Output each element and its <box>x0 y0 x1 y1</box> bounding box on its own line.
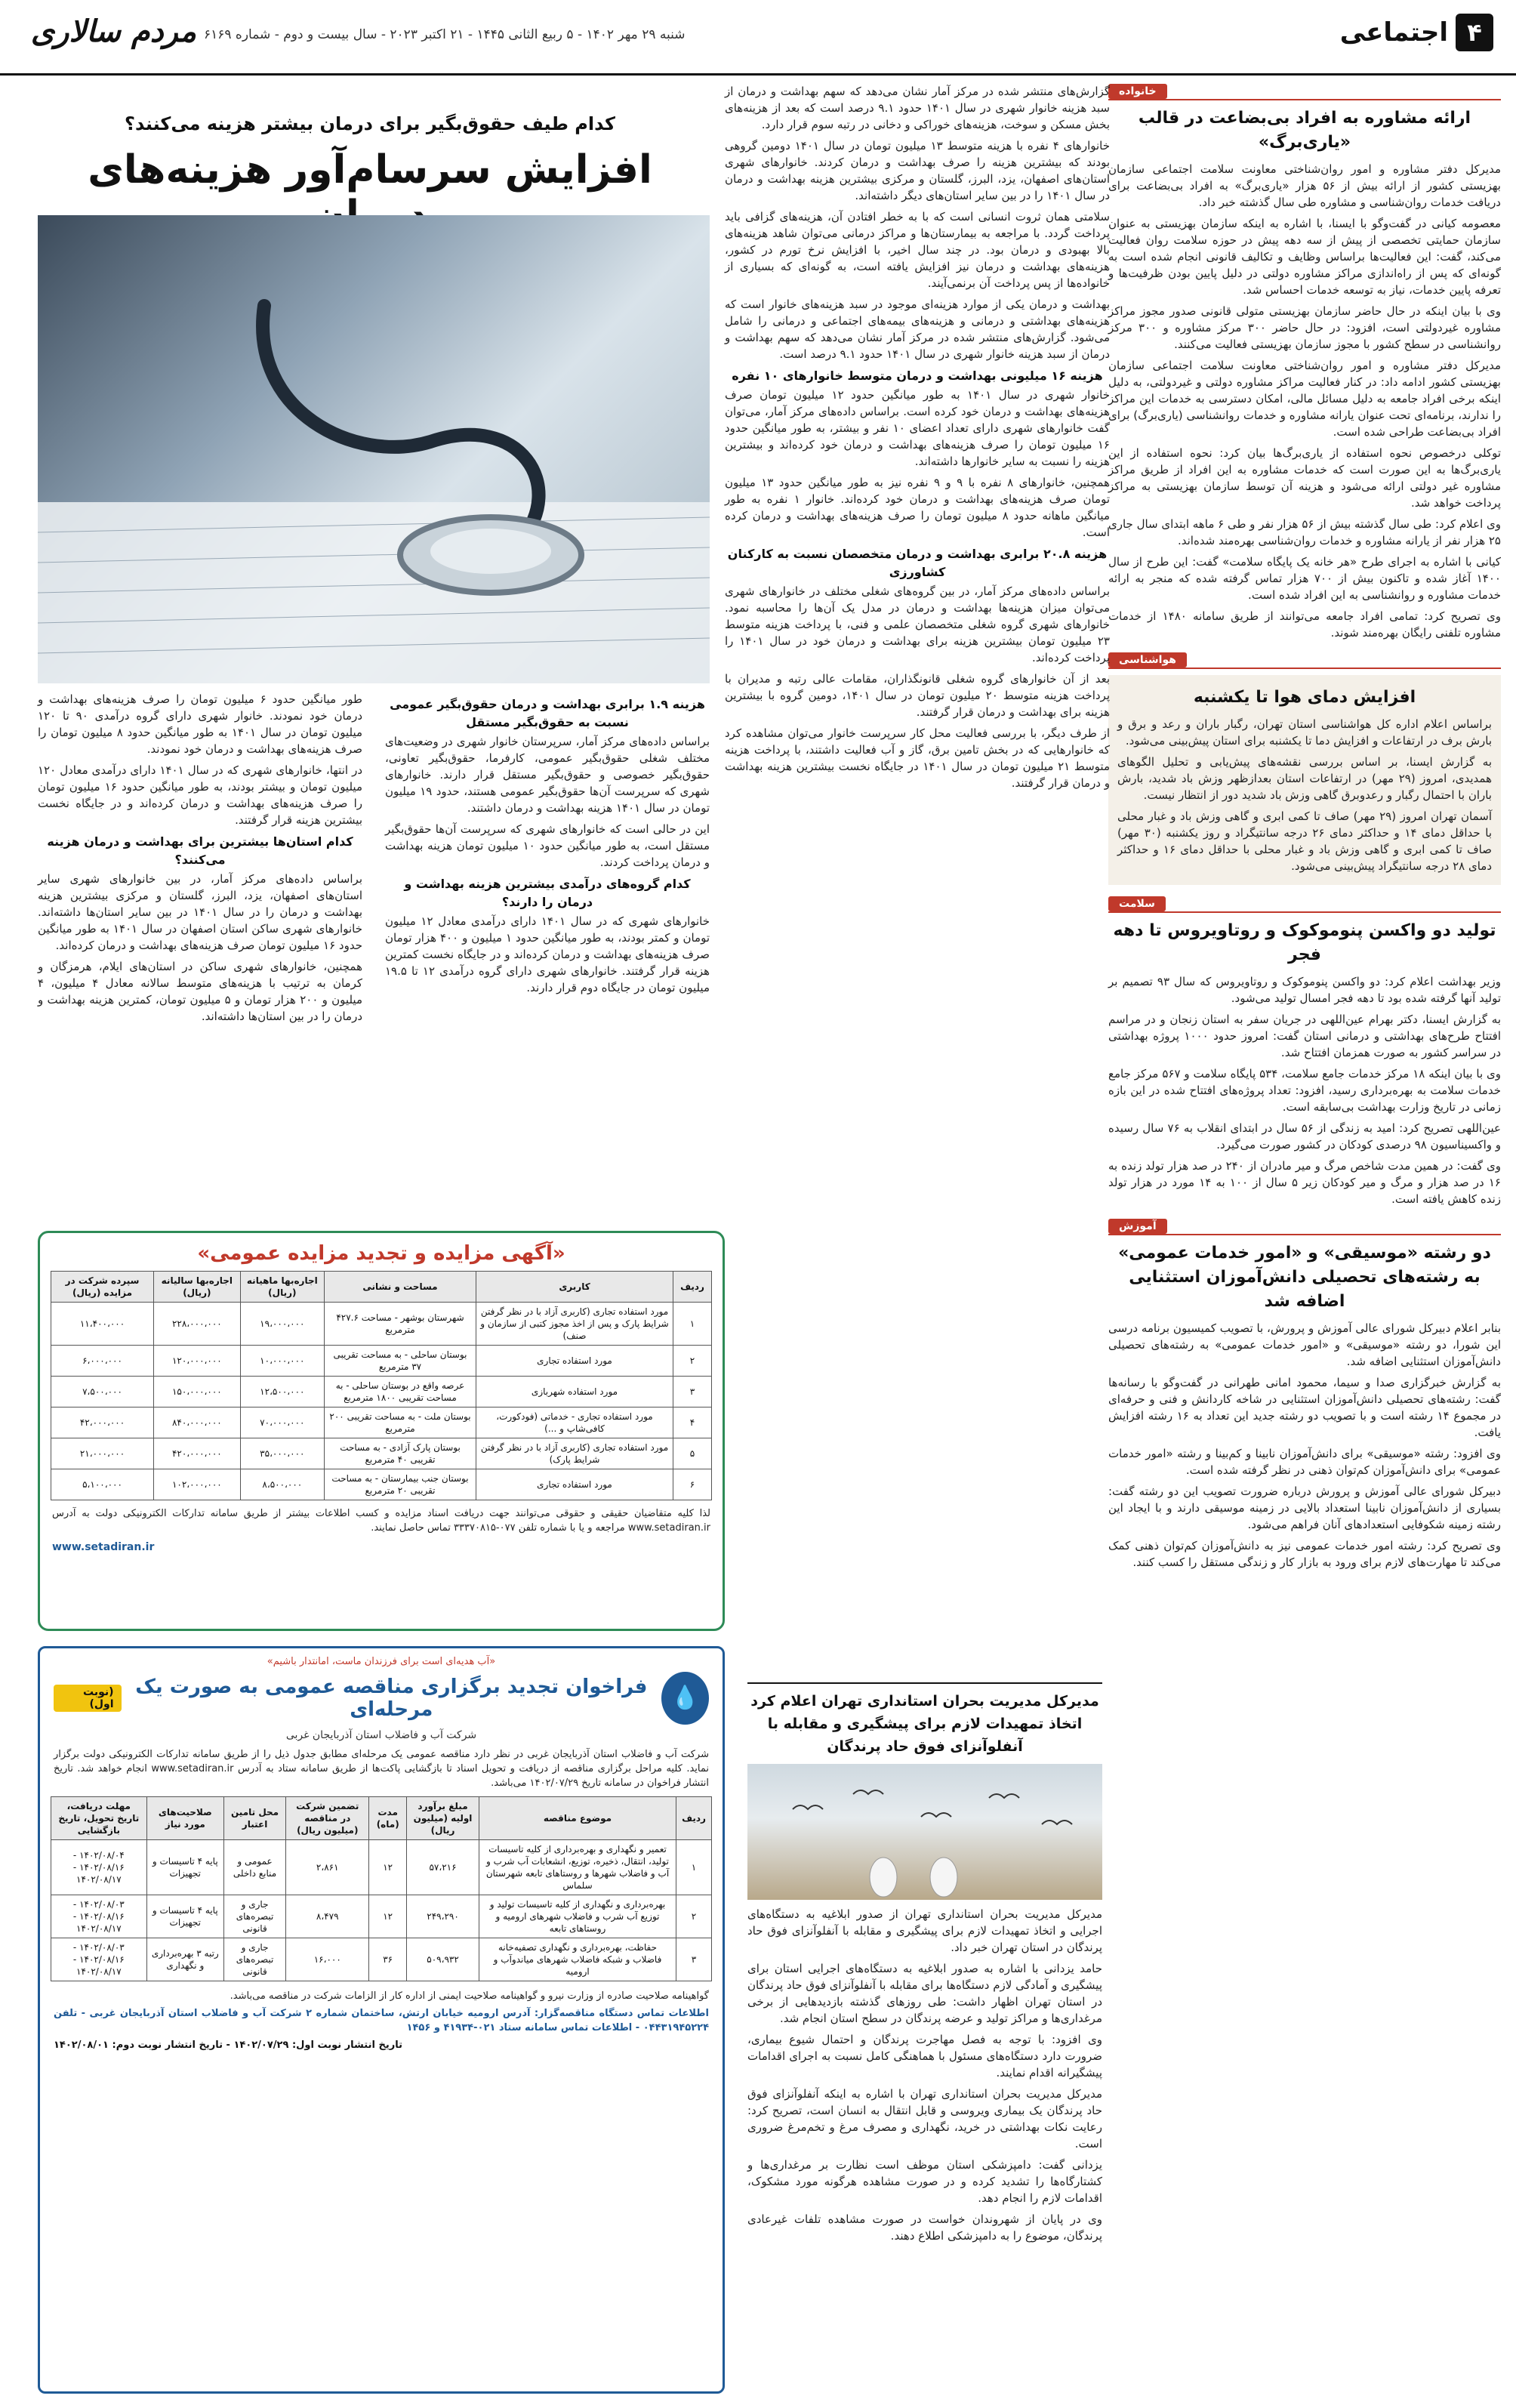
tender-org: شرکت آب و فاضلاب استان آذربایجان غربی <box>285 1729 477 1741</box>
table-cell: ۵ <box>673 1438 712 1469</box>
section-header <box>1327 14 1493 62</box>
paragraph: مدیرکل مدیریت بحران استانداری تهران از صدور ابلاغیه به دستگاه‌های اجرایی و اتخاذ تمهیدات لازم برای پیشگیری و مقابله با آنفلوآنزای فوق حاد پرندگان در استان تهران خبر داد. <box>747 1907 1102 1954</box>
table-cell: ۶ <box>673 1469 712 1500</box>
category-tag: هواشناسی <box>1108 652 1187 668</box>
category-tag: آموزش <box>1108 1219 1167 1234</box>
paragraph: آسمان تهران امروز (۲۹ مهر) صاف تا کمی ابری و گاهی وزش باد و غبار محلی با حداقل دمای ۱۴ و حداکثر دمای ۲۶ درجه سانتیگراد و روز یکشنبه (۳۰ مهر) صاف تا کمی ابری و گاهی وزش باد و غبار محلی با حداقل دمای ۱۶ و حداکثر دمای ۲۸ درجه سانتیگراد پیش‌بینی می‌شود. <box>1117 809 1492 873</box>
auction-table <box>51 1271 712 1500</box>
auction-row <box>51 1469 712 1500</box>
table-cell: ۳۵،۰۰۰،۰۰۰ <box>240 1438 324 1469</box>
table-cell: ۱۲ <box>369 1895 407 1938</box>
table-cell: ۳ <box>673 1377 712 1407</box>
tender-row <box>51 1895 712 1938</box>
category-tag: سلامت <box>1108 896 1166 911</box>
paragraph: سلامتی همان ثروت انسانی است که با به خطر افتادن آن، هزینه‌های گزافی باید پرداخت گردد. با مراجعه به بیمارستان‌ها و مراکز درمانی می‌توان شاهد هزینه‌های بالا بهبودی و درمان بود. در چند سال اخیر، با افزایش نرخ تورم در کشور، هزینه‌های بهداشت و درمان نیز افزایش یافته است، به گونه‌ای که بسیاری از خانواده‌ها از پس پرداخت آن برنمی‌آیند. <box>725 210 1110 290</box>
paragraph: خانوار شهری در سال ۱۴۰۱ به طور میانگین حدود ۱۲ میلیون تومان صرف هزینه‌های بهداشت و درمان خود کرده است. براساس داده‌های مرکز آمار، می‌توان گفت خانوارهای شهری دارای تعداد اعضای ۱۰ نفر و بیشتر، به طور میانگین حدود ۱۶ میلیون تومان را صرف هزینه‌های بهداشت و درمان خود کرده‌اند و بیشترین هزینه را نسبت به سایر خانوارها داشته‌اند. <box>725 388 1111 468</box>
tag-row <box>1108 83 1501 100</box>
paragraph: وزیر بهداشت اعلام کرد: دو واکسن پنوموکوک و روتاویروس که سال ۹۳ تصمیم بر تولید آنها گرفته شده بود تا دهه فجر امسال تولید می‌شود. <box>1108 975 1502 1005</box>
auction-footer: لذا کلیه متقاضیان حقیقی و حقوقی می‌توانند جهت دریافت اسناد مزایده و کسب اطلاعات بیشتر از طریق سامانه تدارکات الکترونیکی دولت به آدرس www.setadiran.ir مراجعه و یا با شماره تلفن ۰۷۷-۳۳۳۷۰۸۱۵ تماس حاصل نمایند. <box>52 1508 710 1534</box>
stethoscope-icon <box>38 215 710 683</box>
table-cell: بوستان ملت - به مساحت تقریبی ۲۰۰ مترمربع <box>325 1407 476 1438</box>
column-header: صلاحیت‌های مورد نیاز <box>146 1797 223 1840</box>
paragraph: بنابر اعلام دبیرکل شورای عالی آموزش و پرورش، با تصویب کمیسیون برنامه درسی این شورا، دو رشته «موسیقی» و «امور خدمات عمومی» به رشته‌های تحصیلی دانش‌آموزان استثنایی اضافه شد. <box>1108 1321 1501 1368</box>
table-cell: ۷۰،۰۰۰،۰۰۰ <box>240 1407 324 1438</box>
auction-row <box>51 1303 712 1346</box>
paragraph: معصومه کیانی در گفت‌وگو با ایسنا، با اشاره به اینکه سازمان بهزیستی به عنوان سازمان حمایتی تخصصی از پیش از سه دهه پیش در حوزه سلامت روان فعالیت می‌کند، گفت: این فعالیت‌ها براساس وظایف و تکالیف قانونی انجام شده است به گونه‌ای که پس از راه‌اندازی مراکز مشاوره دولتی در دلیل پایین بودن ظرفیت‌ها و تعرفه پایین خدمات، نیاز به توسعه خدمات احساس شد. <box>1108 217 1501 297</box>
paragraph: بهداشت و درمان یکی از موارد هزینه‌ای موجود در سبد هزینه‌های خانوار است که هزینه‌های بهداشتی و درمانی و هزینه‌های بیمه‌های اجتماعی و درمانی را شامل می‌شود. گزارش‌های منتشر شده در مرکز آمار نشان می‌دهد که سهم بهداشت و درمان از سبد هزینه خانوار شهری در سال ۱۴۰۱ حدود ۹.۱ درصد است. <box>725 298 1110 361</box>
tag-row <box>1108 1218 1501 1235</box>
table-cell: حفاظت، بهره‌برداری و نگهداری تصفیه‌خانه فاضلاب و شبکه فاضلاب شهرهای میاندوآب و ارومیه <box>479 1938 676 1981</box>
subheading: کدام گروه‌های درآمدی بیشترین هزینه بهداشت و درمان را دارند؟ <box>404 877 691 909</box>
table-cell: پایه ۴ تاسیسات و تجهیزات <box>146 1840 223 1895</box>
table-cell: ۱۴۰۲/۰۸/۰۳ - ۱۴۰۲/۰۸/۱۶ - ۱۴۰۲/۰۸/۱۷ <box>51 1938 147 1981</box>
paragraph: در انتها، خانوارهای شهری که در سال ۱۴۰۱ دارای درآمدی معادل ۱۲۰ میلیون تومان و بیشتر بودند، به طور میانگین حدود ۱۶ میلیون تومان را صرف هزینه‌های بهداشت و درمان کرده‌اند و در جایگاه نخست بیشترین هزینه قرار گرفتند. <box>38 763 362 827</box>
table-cell: بوستان ساحلی - به مساحت تقریبی ۳۷ مترمربع <box>325 1346 476 1377</box>
table-cell: ۱۰،۰۰۰،۰۰۰ <box>240 1346 324 1377</box>
column-header: اجاره‌بها ماهیانه (ریال) <box>240 1272 324 1303</box>
column-header: محل تامین اعتبار <box>223 1797 285 1840</box>
table-cell: ۲۱،۰۰۰،۰۰۰ <box>51 1438 154 1469</box>
table-cell: ۵،۱۰۰،۰۰۰ <box>51 1469 154 1500</box>
column-header: موضوع مناقصه <box>479 1797 676 1840</box>
auction-row <box>51 1438 712 1469</box>
category-tag: خانواده <box>1108 84 1167 99</box>
auction-row <box>51 1346 712 1377</box>
table-cell: عرصه واقع در بوستان ساحلی - به مساحت تقریبی ۱۸۰۰ مترمربع <box>325 1377 476 1407</box>
table-header-row <box>51 1272 712 1303</box>
table-cell: بوستان جنب بیمارستان - به مساحت تقریبی ۲۰ مترمربع <box>325 1469 476 1500</box>
right-column <box>1108 83 1501 2394</box>
newspaper-logo: مردم سالاری <box>30 14 196 49</box>
tag-row <box>1108 896 1501 913</box>
paragraph: براساس داده‌های مرکز آمار، سرپرستان خانوار شهری در وضعیت‌های مختلف شغلی حقوق‌بگیر عمومی، کارفرما، حقوق‌بگیر تعاونی، حقوق‌بگیر خصوصی و حقوق‌بگیر مستقل قرار دارند. خانوارهای شهری که سرپرست آن‌ها حقوق‌بگیر عمومی هستند، حدود ۱۹ میلیون تومان در سال ۱۴۰۱ هزینه بهداشت و درمان داشتند. <box>385 735 710 815</box>
hero-title: افزایش سرسام‌آور هزینه‌های <box>88 147 652 193</box>
table-cell: ۲ <box>673 1346 712 1377</box>
paragraph: براساس اعلام اداره کل هواشناسی استان تهران، رگبار باران و رعد و برق و بارش برف در ارتفاعات و افزایش دما تا یکشنبه برای استان پیش‌بینی می‌شود. <box>1117 717 1492 748</box>
tender-table <box>51 1796 712 1981</box>
table-cell: ۸،۵۰۰،۰۰۰ <box>240 1469 324 1500</box>
paragraph: وی تصریح کرد: تمامی افراد جامعه می‌توانند از طریق سامانه ۱۴۸۰ از خدمات مشاوره تلفنی رایگان بهره‌مند شوند. <box>1108 609 1501 640</box>
table-cell: ۳ <box>676 1938 712 1981</box>
tender-table-wrap <box>40 1796 723 1981</box>
subheading: هزینه ۱۶ میلیونی بهداشت و درمان متوسط خانوارهای ۱۰ نفره <box>732 368 1103 383</box>
paragraph: خانوارهای شهری که در سال ۱۴۰۱ دارای درآمدی معادل ۱۲ میلیون تومان و کمتر بودند، به طور میانگین حدود ۱ میلیون و ۴۰۰ هزار تومان صرف هزینه‌های بهداشت و درمان کرده‌اند و در جایگاه نخست کمترین هزینه قرار گرفتند. خانوارهای شهری دارای گروه درآمدی ۱۲ تا ۱۹.۵ میلیون تومان در جایگاه دوم قرار دارند. <box>385 914 710 994</box>
subheading: کدام استان‌ها بیشترین برای بهداشت و درمان هزینه می‌کنند؟ <box>47 834 353 867</box>
auction-row <box>51 1377 712 1407</box>
table-cell: ۱۴۰۲/۰۸/۰۴ - ۱۴۰۲/۰۸/۱۶ - ۱۴۰۲/۰۸/۱۷ <box>51 1840 147 1895</box>
column-header: مدت (ماه) <box>369 1797 407 1840</box>
table-cell: ۱۹،۰۰۰،۰۰۰ <box>240 1303 324 1346</box>
tag-row <box>1108 652 1501 669</box>
tender-row <box>51 1840 712 1895</box>
column-header: سپرده شرکت در مزایده (ریال) <box>51 1272 154 1303</box>
tender-ad <box>38 1646 725 2394</box>
crisis-article <box>747 1676 1102 2394</box>
table-cell: مورد استفاده شهربازی <box>476 1377 673 1407</box>
auction-row <box>51 1407 712 1438</box>
article-body <box>747 1906 1102 2244</box>
column-header: مهلت دریافت، تاریخ تحویل، تاریخ بازگشایی <box>51 1797 147 1840</box>
tender-contact: اطلاعات تماس دستگاه مناقصه‌گزار: آدرس ارومیه خیابان ارتش، ساختمان شماره ۲ شرکت آب و فاضلاب استان آذربایجان غربی - تلفن ۰۴۴۳۱۹۴۵۲۲۴ - اطلاعات تماس سامانه ستاد ۰۲۱-۴۱۹۳۴ و ۱۴۵۶ <box>54 2008 709 2033</box>
article-body <box>1108 973 1501 1207</box>
subheading: هزینه ۱.۹ برابری بهداشت و درمان حقوق‌بگیر عمومی نسبت به حقوق‌بگیر مستقل <box>390 697 705 729</box>
paragraph: وی افزود: رشته «موسیقی» برای دانش‌آموزان نابینا و کم‌بینا و رشته «امور خدمات عمومی» برای دانش‌آموزان کم‌توان ذهنی در نظر گرفته شده است. <box>1108 1447 1501 1477</box>
table-cell: ۱۱،۴۰۰،۰۰۰ <box>51 1303 154 1346</box>
table-cell: ۱ <box>673 1303 712 1346</box>
article-title: افزایش دمای هوا تا یکشنبه <box>1193 688 1416 707</box>
auction-ad <box>38 1231 725 1631</box>
column-header: ردیف <box>676 1797 712 1840</box>
middle-column <box>725 83 1110 1707</box>
paragraph: وی تصریح کرد: رشته امور خدمات عمومی نیز به دانش‌آموزان کم‌توان ذهنی کمک می‌کند تا مهارت‌های لازم برای ورود به بازار کار و زندگی مستقل را کسب کنند. <box>1108 1539 1501 1569</box>
paragraph: وی اعلام کرد: طی سال گذشته بیش از ۵۶ هزار نفر و طی ۶ ماهه ابتدای سال جاری ۲۵ هزار نفر از یارانه مشاوره و خدمات روان‌شناسی بهره‌مند شده‌اند. <box>1108 517 1501 547</box>
table-cell: شهرستان بوشهر - مساحت ۴۲۷.۶ مترمربع <box>325 1303 476 1346</box>
tender-row <box>51 1938 712 1981</box>
paragraph: همچنین، خانوارهای شهری ساکن در استان‌های ایلام، هرمزگان و کرمان به ترتیب با هزینه‌های متوسط سالانه معادل ۴ میلیون، ۴ میلیون و ۲۰۰ هزار تومان و ۵ میلیون تومان، کمترین هزینه بهداشت و درمان را در بین استان‌ها داشته‌اند. <box>38 960 363 1023</box>
birds-image <box>747 1764 1102 1900</box>
hero-kicker: کدام طیف حقوق‌بگیر برای درمان بیشتر هزینه می‌کنند؟ <box>125 113 615 134</box>
table-cell: عمومی و منابع داخلی <box>223 1840 285 1895</box>
divider <box>747 1682 1102 1684</box>
table-cell: جاری و تبصره‌های قانونی <box>223 1895 285 1938</box>
table-cell: ۱۶،۰۰۰ <box>286 1938 369 1981</box>
table-cell: بوستان پارک آزادی - به مساحت تقریبی ۴۰ مترمربع <box>325 1438 476 1469</box>
table-cell: ۸،۴۷۹ <box>286 1895 369 1938</box>
table-cell: ۱۲۰،۰۰۰،۰۰۰ <box>154 1346 241 1377</box>
table-cell: ۲۲۸،۰۰۰،۰۰۰ <box>154 1303 241 1346</box>
tender-title: فراخوان تجدید برگزاری مناقصه عمومی به صورت یک مرحله‌ای <box>135 1676 648 1721</box>
weather-box <box>1108 675 1501 885</box>
paragraph: کیانی با اشاره به اجرای طرح «هر خانه یک پایگاه سلامت» گفت: این طرح از سال ۱۴۰۰ آغاز شده و تاکنون بیش از ۷۰۰ هزار تماس گرفته شده که منجر به ارائه خدمات مشاوره و روانشناسی به این افراد شده است. <box>1108 555 1501 602</box>
tender-note: «آب هدیه‌ای است برای فرزندان ماست، امانتدار باشیم» <box>267 1656 496 1667</box>
table-cell: ۴ <box>673 1407 712 1438</box>
tender-intro: شرکت آب و فاضلاب استان آذربایجان غربی در نظر دارد مناقصه عمومی یک مرحله‌ای مطابق جدول ذیل را از طریق سامانه تدارکات الکترونیکی دولت برگزار نماید. کلیه مراحل برگزاری مناقصه از دریافت و تحویل اسناد تا بازگشایی پاکت‌ها از طریق سامانه ستاد به آدرس www.setadiran.ir انجام خواهد شد. تاریخ انتشار فراخوان در سامانه تاریخ ۱۴۰۲/۰۷/۲۹ می‌باشد. <box>54 1749 709 1789</box>
paragraph: به گزارش خبرگزاری صدا و سیما، محمود امانی طهرانی در گفت‌وگو با رسانه‌ها گفت: رشته‌های تحصیلی دانش‌آموزان استثنایی در شاخه کاردانش و فنی و حرفه‌ای در مجموع ۱۴ رشته است و با تصویب دو رشته جدید این تعداد به ۱۶ رشته افزایش یافت. <box>1108 1376 1501 1439</box>
paragraph: وی افزود: با توجه به فصل مهاجرت پرندگان و احتمال شیوع بیماری، ضرورت دارد دستگاه‌های مسئول با هماهنگی کامل نسبت به اجرای اقدامات پیشگیرانه اقدام نمایند. <box>747 2033 1102 2080</box>
table-cell: ۵۰۹،۹۳۲ <box>407 1938 479 1981</box>
column-header: اجاره‌بها سالیانه (ریال) <box>154 1272 241 1303</box>
hero-lower-columns <box>38 691 710 1189</box>
lower-column-right <box>385 691 710 1189</box>
auction-title: «آگهی مزایده و تجدید مزایده عمومی» <box>197 1242 565 1265</box>
page-number: ۴ <box>1456 14 1493 51</box>
table-cell: ۴۲،۰۰۰،۰۰۰ <box>51 1407 154 1438</box>
table-cell: جاری و تبصره‌های قانونی <box>223 1938 285 1981</box>
table-cell: ۲۴۹،۲۹۰ <box>407 1895 479 1938</box>
table-header-row <box>51 1797 712 1840</box>
table-cell: مورد استفاده تجاری (کاربری آزاد با در نظر گرفتن شرایط پارک و پس از اخذ مجوز کتبی از سازمان و صنف) <box>476 1303 673 1346</box>
tender-footer: گواهینامه صلاحیت صادره از وزارت نیرو و گواهینامه صلاحیت ایمنی از اداره کار از الزامات شرکت در مناقصه می‌باشد. <box>230 1990 709 2002</box>
table-cell: ۵۷،۲۱۶ <box>407 1840 479 1895</box>
paragraph: به گزارش ایسنا، بر اساس بررسی نقشه‌های پیش‌یابی و تحلیل الگوهای همدیدی، امروز (۲۹ مهر) در ارتفاعات استان بعدازظهر وزش باد شدید، بارش باران با احتمال رگبار و رعدوبرق گاهی وزش باد شدید دور از انتظار نیست. <box>1117 755 1492 802</box>
setad-link[interactable]: www.setadiran.ir <box>52 1541 155 1553</box>
article-title: ارائه مشاوره به افراد بی‌بضاعت در قالب «یاری‌برگ» <box>1138 109 1471 152</box>
table-cell: مورد استفاده تجاری <box>476 1469 673 1500</box>
table-cell: مورد استفاده تجاری <box>476 1346 673 1377</box>
paragraph: وی با بیان اینکه ۱۸ مرکز خدمات جامع سلامت، ۵۳۴ پایگاه سلامت و ۵۶۷ مرکز جامع خدمات سلامت به بهره‌برداری رسید، افزود: تعداد پروژه‌های افتتاح شده در این بازه زمانی در تاریخ وزارت بهداشت بی‌سابقه است. <box>1108 1067 1501 1114</box>
tender-header <box>40 1667 723 1729</box>
paragraph: بعد از آن خانوارهای گروه شغلی قانونگذاران، مقامات عالی رتبه و مدیران با پرداخت هزینه متوسط ۲۰ میلیون تومان در سال ۱۴۰۱، دومین گروه با بیشترین هزینه برای بهداشت و درمان قرار گرفتند. <box>725 672 1110 719</box>
column-header: ردیف <box>673 1272 712 1303</box>
article-title: دو رشته «موسیقی» و «امور خدمات عمومی» به رشته‌های تحصیلی دانش‌آموزان استثنایی اضافه شد <box>1118 1244 1491 1311</box>
paragraph: براساس داده‌های مرکز آمار، در بین گروه‌های شغلی مختلف در خانوارهای شهری می‌توان میزان هزینه‌ها بهداشت و درمان در مدل یک آن‌ها را محاسبه نمود. خانوارهای شهری گروه شغلی متخصصان علمی و فنی، با پرداخت هزینه متوسط ۲۳ میلیون تومان بیشترین هزینه برای بهداشت و درمان خود در سال ۱۴۰۱ را پرداخت کرده‌اند. <box>725 584 1110 664</box>
column-header: مبلغ برآورد اولیه (میلیون ریال) <box>407 1797 479 1840</box>
paragraph: از طرف دیگر، با بررسی فعالیت محل کار سرپرست خانوار می‌توان مشاهده کرد که خانوارهایی که در بخش تامین برق، گاز و آب فعالیت داشتند، با پرداخت هزینه متوسط ۲۱ میلیون تومان در سال ۱۴۰۱ در جایگاه نخست بیشترین هزینه بهداشت و درمان قرار گرفتند. <box>725 726 1110 790</box>
table-cell: مورد استفاده تجاری (کاربری آزاد با در نظر گرفتن شرایط پارک) <box>476 1438 673 1469</box>
issue-line: شنبه ۲۹ مهر ۱۴۰۲ - ۵ ربیع الثانی ۱۴۴۵ - ۲۱ اکتبر ۲۰۲۳ - سال بیست و دوم - شماره ۶۱۶۹ <box>204 27 686 42</box>
article-title: مدیرکل مدیریت بحران استانداری تهران اعلام کرد اتخاذ تمهیدات لازم برای پیشگیری و مقابله با آنفلوآنزای فوق حاد پرندگان <box>750 1693 1099 1755</box>
table-cell: رتبه ۳ بهره‌برداری و نگهداری <box>146 1938 223 1981</box>
table-cell: ۱۲،۵۰۰،۰۰۰ <box>240 1377 324 1407</box>
paragraph: خانوارهای ۴ نفره با هزینه متوسط ۱۳ میلیون تومان در سال ۱۴۰۱ دومین گروهی بودند که بیشترین هزینه را صرف بهداشت و درمان کردند. خانوارهای شهری استان‌های اصفهان، یزد، البرز، گلستان و مرکزی بیشترین هزینه بهداشت و درمان در سال ۱۴۰۱ را در بین سایر استان‌های دیگر داشته‌اند. <box>725 139 1111 202</box>
table-cell: ۱ <box>676 1840 712 1895</box>
paragraph: مدیرکل دفتر مشاوره و امور روان‌شناختی معاونت سلامت اجتماعی سازمان بهزیستی کشور ادامه داد: در کنار فعالیت مراکز مشاوره دولتی و غیردولتی، به دلیل اینکه برخی افراد جامعه به دلیل مسائل مالی، امکان دسترسی به خدمات این مراکز را ندارند، برنامه‌ای تحت عنوان یارانه مشاوره و خدمات روانشناسی (یاری‌برگ) برای افراد بی‌بضاعت طراحی شده است. <box>1108 359 1501 439</box>
paragraph: به گزارش ایسنا، دکتر بهرام عین‌اللهی در جریان سفر به استان زنجان و در مراسم افتتاح طرح‌های بهداشتی و درمانی استان گفت: امروز حدود ۱۰۰۰ پروژه بهداشتی در سراسر کشور به صورت همزمان افتتاح شد. <box>1108 1013 1502 1059</box>
lower-column-left <box>38 691 362 1189</box>
round-badge: (نوبت اول) <box>54 1685 122 1712</box>
table-cell: ۲،۸۶۱ <box>286 1840 369 1895</box>
birds-icon <box>747 1764 1102 1900</box>
paragraph: مدیرکل مدیریت بحران استانداری تهران با اشاره به اینکه آنفلوآنزای فوق حاد پرندگان یک بیماری ویروسی و قابل انتقال به انسان است، تصریح کرد: رعایت نکات بهداشتی در خرید، نگهداری و مصرف مرغ و تخم‌مرغ ضروری است. <box>747 2087 1102 2151</box>
paragraph: وی در پایان از شهروندان خواست در صورت مشاهده تلفات غیرعادی پرندگان، موضوع را به دامپزشکی اطلاع دهند. <box>747 2212 1102 2243</box>
table-cell: ۱۵۰،۰۰۰،۰۰۰ <box>154 1377 241 1407</box>
paragraph: حامد یزدانی با اشاره به صدور ابلاغیه به دستگاه‌های اجرایی استان برای پیشگیری و آمادگی لازم دستگاه‌ها برای مقابله با آنفلوآنزای فوق حاد پرندگان در استان تهران اظهار داشت: طی روزهای گذشته بازدیدهایی از برخی مرغداری‌ها و مراکز تولید و عرضه پرندگان در سطح استان انجام شد. <box>747 1962 1102 2025</box>
table-cell: ۲ <box>676 1895 712 1938</box>
table-cell: ۳۶ <box>369 1938 407 1981</box>
table-cell: ۱۲ <box>369 1840 407 1895</box>
column-header: کاربری <box>476 1272 673 1303</box>
paragraph: دبیرکل شورای عالی آموزش و پرورش درباره ضرورت تصویب این دو رشته گفت: بسیاری از دانش‌آموزان نابینا استعداد بالایی در زمینه موسیقی دارند و با ایجاد این رشته زمینه شکوفایی استعدادهای آنان فراهم می‌شود. <box>1108 1485 1501 1531</box>
paragraph: وی گفت: در همین مدت شاخص مرگ و میر مادران از ۲۴۰ در صد هزار تولد زنده به ۱۶ در صد هزار و مرگ و میر کودکان زیر ۵ سال از ۱۰۰ به ۱۴ مورد در هزار تولد زنده کاهش یافته است. <box>1108 1159 1501 1206</box>
article-body <box>1108 1320 1501 1571</box>
table-cell: بهره‌برداری و نگهداری از کلیه تاسیسات تولید و توزیع آب شرب و فاضلاب شهرهای ارومیه و روستاهای تابعه <box>479 1895 676 1938</box>
water-drop-icon: 💧 <box>661 1672 709 1725</box>
section-title: اجتماعی <box>1339 17 1448 48</box>
paragraph: وی با بیان اینکه در حال حاضر سازمان بهزیستی متولی قانونی صدور مجوز مراکز مشاوره غیردولتی است، افزود: در حال حاضر ۳۰۰ مرکز مشاوره و ۳۰۰ مرکز روانشناسی در سطح کشور با مجوز سازمان بهزیستی فعالیت می‌کنند. <box>1108 304 1502 351</box>
table-cell: ۱۴۰۲/۰۸/۰۳ - ۱۴۰۲/۰۸/۱۶ - ۱۴۰۲/۰۸/۱۷ <box>51 1895 147 1938</box>
paragraph: عین‌اللهی تصریح کرد: امید به زندگی از ۵۶ سال در ابتدای انقلاب به ۷۶ سال رسیده و واکسیناسیون ۹۸ درصدی کودکان در کشور صورت می‌گیرد. <box>1108 1121 1501 1152</box>
table-cell: ۶،۰۰۰،۰۰۰ <box>51 1346 154 1377</box>
paragraph: یزدانی گفت: دامپزشکی استان موظف است نظارت بر مرغداری‌ها و کشتارگاه‌ها را تشدید کرده و در صورت مشاهده هرگونه مورد مشکوک، اقدامات لازم را انجام دهد. <box>747 2158 1102 2205</box>
column-header: مساحت و نشانی <box>325 1272 476 1303</box>
article-title: تولید دو واکسن پنوموکوک و روتاویروس تا دهه فجر <box>1113 921 1496 964</box>
table-cell: ۱۰۲،۰۰۰،۰۰۰ <box>154 1469 241 1500</box>
table-cell: ۷،۵۰۰،۰۰۰ <box>51 1377 154 1407</box>
table-cell: پایه ۴ تاسیسات و تجهیزات <box>146 1895 223 1938</box>
tender-dates: تاریخ انتشار نوبت اول: ۱۴۰۲/۰۷/۲۹ - تاریخ انتشار نوبت دوم: ۱۴۰۲/۰۸/۰۱ <box>54 2040 402 2051</box>
paragraph: این در حالی است که خانوارهای شهری که سرپرست آن‌ها حقوق‌بگیر مستقل است، به طور میانگین حدود ۱۰ میلیون تومان هزینه بهداشت و درمان پرداخت کردند. <box>385 822 710 869</box>
paragraph: طور میانگین حدود ۶ میلیون تومان را صرف هزینه‌های بهداشت و درمان خود نمودند. خانوار شهری دارای گروه درآمدی ۹۰ تا ۱۲۰ میلیون تومان در سال ۱۴۰۱ به طور میانگین حدود ۸ میلیون تومان را صرف هزینه‌های بهداشت و درمان خود نمودند. <box>38 692 362 756</box>
table-cell: ۸۴۰،۰۰۰،۰۰۰ <box>154 1407 241 1438</box>
table-cell: مورد استفاده تجاری - خدماتی (فودکورت، کافی‌شاپ و ...) <box>476 1407 673 1438</box>
column-header: تضمین شرکت در مناقصه (میلیون ریال) <box>286 1797 369 1840</box>
paragraph: گزارش‌های منتشر شده در مرکز آمار نشان می‌دهد که سهم بهداشت و درمان از سبد هزینه خانوار شهری در سال ۱۴۰۱ حدود ۹.۱ درصد است که بعد از هزینه‌های بخش مسکن و سوخت، هزینه‌های خوراکی و دخانی در رتبه سوم قرار دارد. <box>725 85 1110 131</box>
paragraph: همچنین، خانوارهای ۸ نفره با ۹ و ۹ نفره نیز به طور میانگین حدود ۱۳ میلیون تومان صرف هزینه‌های بهداشت و درمان خود کرده‌اند. خانوار ۱ نفره به طور میانگین ماهانه حدود ۸ میلیون تومان را صرف هزینه‌های بهداشت و درمان کرده است. <box>725 476 1110 539</box>
article-body <box>1108 161 1501 641</box>
table-cell: ۴۲۰،۰۰۰،۰۰۰ <box>154 1438 241 1469</box>
stethoscope-image <box>38 215 710 683</box>
paragraph: براساس داده‌های مرکز آمار، در بین خانوارهای شهری سایر استان‌های اصفهان، یزد، البرز، گلستان و مرکزی بیشترین هزینه بهداشت و درمان را در سال ۱۴۰۱ در بین سایر استان‌ها داشته‌اند. خانوارهای شهری ساکن استان اصفهان در سال ۱۴۰۱ به طور میانگین حدود ۱۶ میلیون تومان صرف هزینه‌های بهداشت و درمان کرده‌اند. <box>38 872 362 952</box>
masthead <box>0 0 1516 76</box>
paragraph: مدیرکل دفتر مشاوره و امور روان‌شناختی معاونت سلامت اجتماعی سازمان بهزیستی کشور از ارائه بیش از ۵۶ هزار «یاری‌برگ» به افراد بی‌بضاعت برای دریافت خدمات روان‌شناسی و مشاوره طی سال گذشته خبر داد. <box>1108 162 1501 209</box>
auction-table-wrap <box>40 1271 723 1500</box>
paragraph: توکلی درخصوص نحوه استفاده از یاری‌برگ‌ها بیان کرد: نحوه استفاده از این یاری‌برگ‌ها به این صورت است که خدمات مشاوره به این افراد از طریق مراکز مشاوره غیر دولتی ارائه می‌شود و هزینه آن توسط سازمان بهزیستی به مراکز پرداخت خواهد شد. <box>1108 446 1501 510</box>
subheading: هزینه ۲۰.۸ برابری بهداشت و درمان متخصصان نسبت به کارکنان کشاورزی <box>727 547 1108 579</box>
table-cell: تعمیر و نگهداری و بهره‌برداری از کلیه تاسیسات تولید، انتقال، ذخیره، توزیع، انشعابات آب شرب و آب و فاضلاب شهرها و روستاهای تابعه شهرستان سلماس <box>479 1840 676 1895</box>
article-body <box>1117 716 1492 874</box>
